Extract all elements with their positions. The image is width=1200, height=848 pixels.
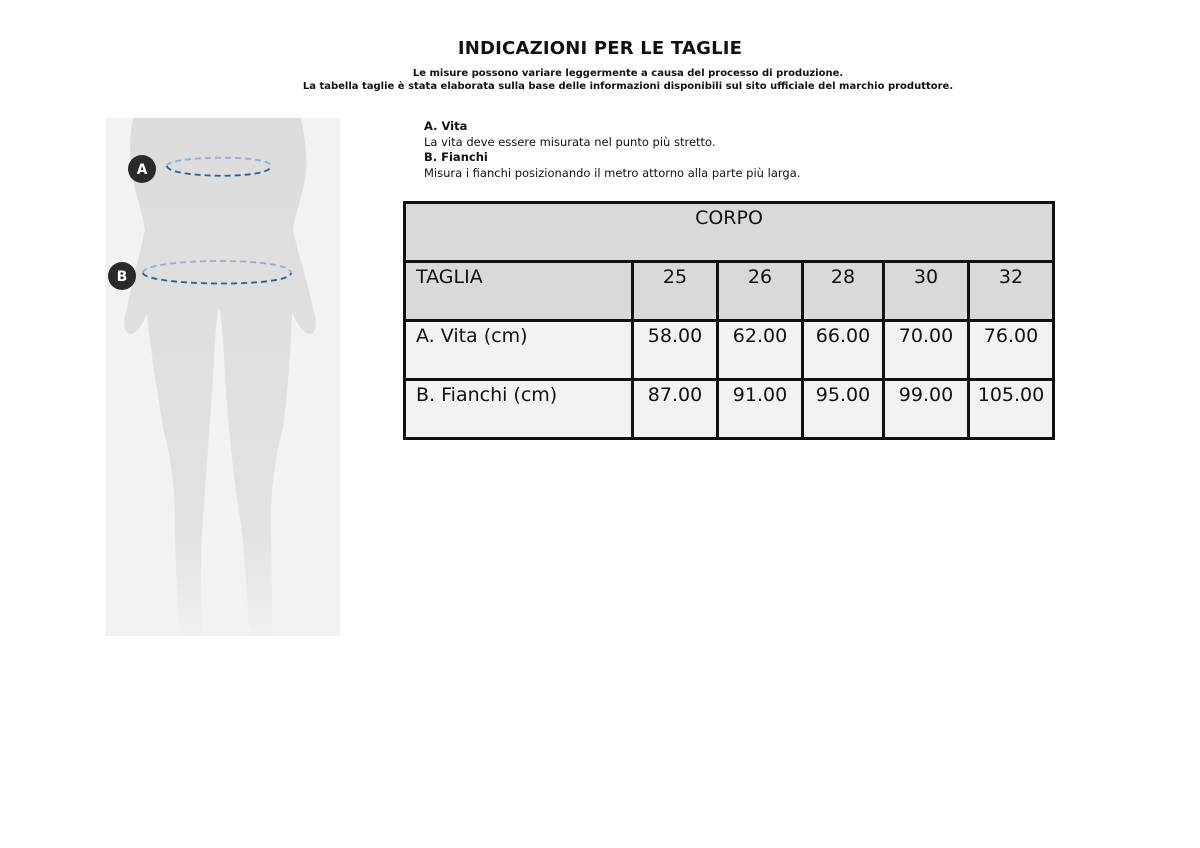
- table-cell: 76.00: [969, 321, 1054, 380]
- table-section-header: CORPO: [405, 203, 1054, 262]
- table-cell: 99.00: [884, 380, 969, 439]
- measurement-legend: [424, 119, 800, 181]
- table-cell: 58.00: [633, 321, 718, 380]
- page-title: INDICAZIONI PER LE TAGLIE: [457, 38, 743, 59]
- row-label-hips: B. Fianchi (cm): [405, 380, 633, 439]
- size-header-cell: 26: [718, 262, 803, 321]
- marker-b-label: B: [116, 269, 128, 285]
- size-header-cell: 30: [884, 262, 969, 321]
- legend-waist-text: La vita deve essere misurata nel punto più stretto.: [424, 134, 716, 149]
- table-cell: 62.00: [718, 321, 803, 380]
- table-cell: 66.00: [803, 321, 884, 380]
- size-header-cell: 32: [969, 262, 1054, 321]
- table-cell: 91.00: [718, 380, 803, 439]
- table-cell: 105.00: [969, 380, 1054, 439]
- marker-a-badge: [128, 155, 156, 183]
- table-header-row: [405, 262, 1054, 321]
- marker-b-badge: [108, 262, 136, 290]
- legend-waist-heading: A. Vita: [424, 119, 468, 133]
- size-header-cell: 28: [803, 262, 884, 321]
- marker-a-label: A: [136, 162, 148, 178]
- body-silhouette-illustration: [105, 118, 340, 636]
- table-cell: 87.00: [633, 380, 718, 439]
- size-header-cell: 25: [633, 262, 718, 321]
- subtitle-source-note: La tabella taglie è stata elaborata sulla base delle informazioni disponibili sul sito ufficiale del marchio produttore.: [302, 81, 954, 92]
- size-table: [403, 201, 1055, 440]
- size-header-label: TAGLIA: [405, 262, 633, 321]
- table-row-waist: [405, 321, 1054, 380]
- legend-hips-heading: B. Fianchi: [424, 150, 488, 164]
- subtitle-production-note: Le misure possono variare leggermente a causa del processo di produzione.: [412, 68, 844, 79]
- body-measurement-figure: [105, 118, 340, 636]
- row-label-waist: A. Vita (cm): [405, 321, 633, 380]
- table-row-hips: [405, 380, 1054, 439]
- table-cell: 95.00: [803, 380, 884, 439]
- table-cell: 70.00: [884, 321, 969, 380]
- legend-hips-text: Misura i fianchi posizionando il metro attorno alla parte più larga.: [424, 165, 801, 180]
